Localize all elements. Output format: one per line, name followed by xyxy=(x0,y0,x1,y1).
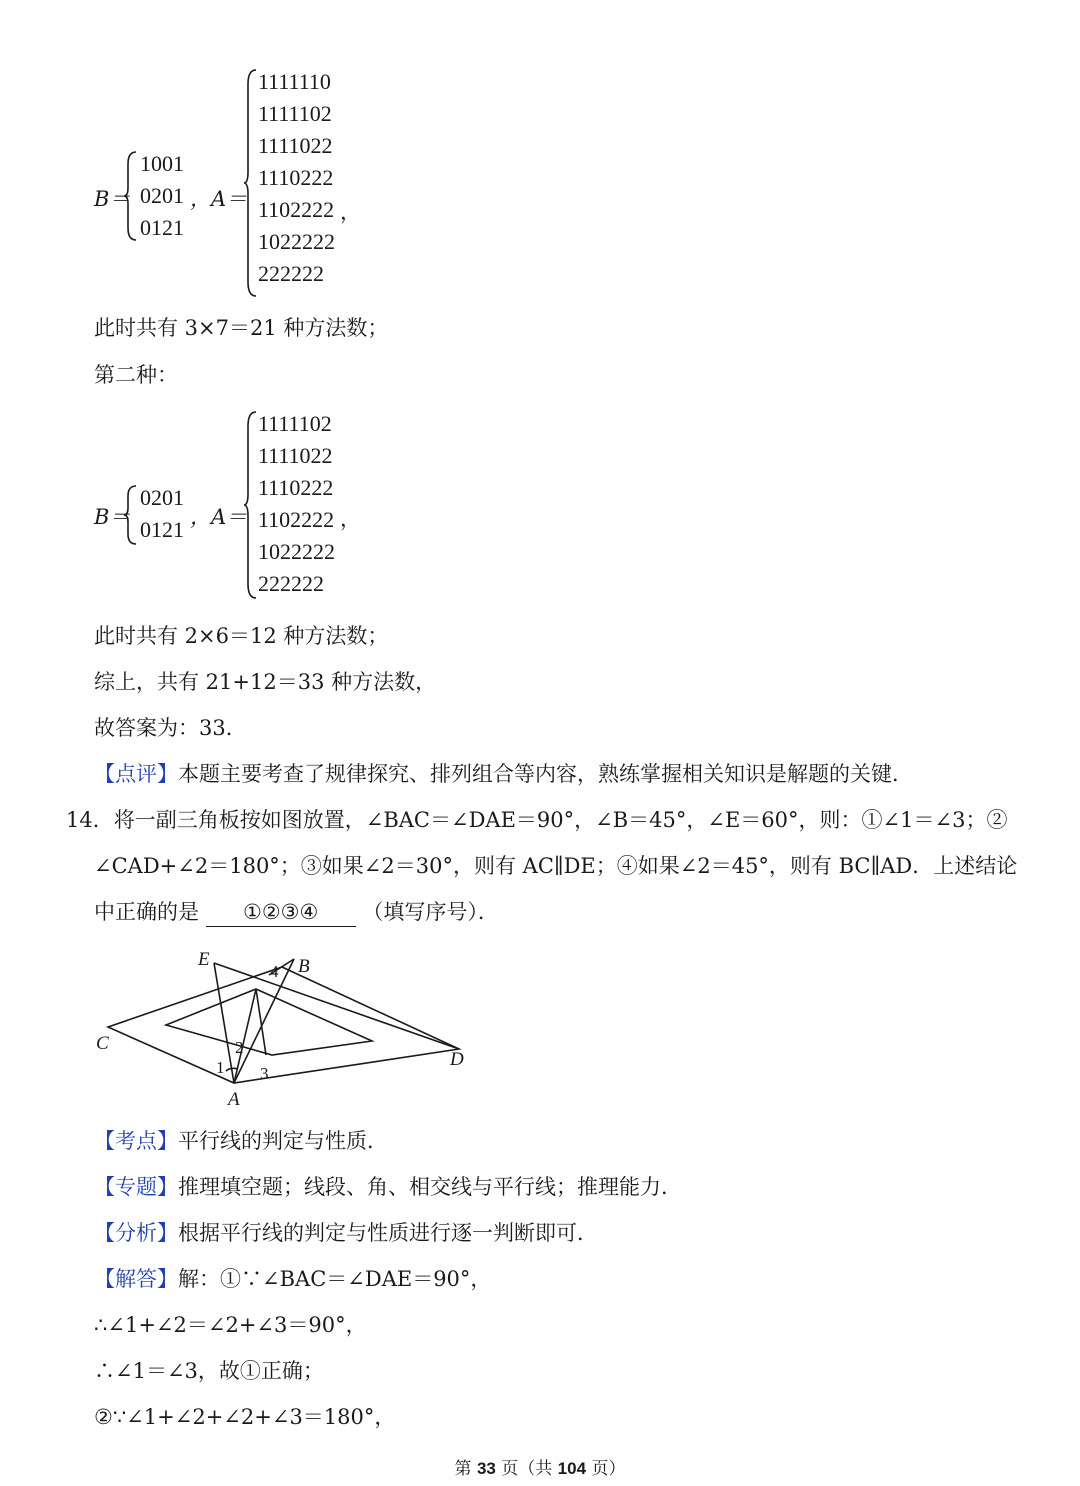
brace-a2 xyxy=(244,410,258,600)
a-value: 222222 xyxy=(258,571,324,596)
a-values-2 xyxy=(258,408,335,600)
jieda-line xyxy=(94,1265,491,1293)
label-2: 2 xyxy=(235,1038,244,1057)
footer-pre: 第 xyxy=(454,1459,477,1479)
footer-mid: 页（共 xyxy=(495,1459,558,1479)
fenxi-line xyxy=(94,1219,598,1247)
text-line-2: 第二种： xyxy=(94,363,178,387)
zhuanti-text: 推理填空题；线段、角、相交线与平行线；推理能力． xyxy=(178,1175,682,1199)
brace-b1 xyxy=(124,150,138,242)
triangle-figure xyxy=(94,945,474,1110)
page-footer xyxy=(0,1454,1080,1479)
label-d: D xyxy=(450,1049,464,1070)
zhuanti-tag: 【专题】 xyxy=(94,1175,178,1199)
q14-line-2: ∠CAD+∠2＝180°；③如果∠2＝30°，则有 AC∥DE；④如果∠2＝45°，则有 BC∥AD．上述结论 xyxy=(94,854,1018,878)
b-value: 0121 xyxy=(140,215,184,240)
label-e: E xyxy=(198,949,210,970)
a-label-1: ，A＝ xyxy=(190,187,248,211)
a-value: 1102222 xyxy=(258,197,335,222)
tail-1: ， xyxy=(340,200,361,224)
kaodian-tag: 【考点】 xyxy=(94,1129,178,1153)
jieda-text: 解：①∵∠BAC＝∠DAE＝90°， xyxy=(178,1267,492,1291)
brace-b2 xyxy=(124,484,138,546)
fenxi-text: 根据平行线的判定与性质进行逐一判断即可． xyxy=(178,1221,598,1245)
b-value: 0201 xyxy=(140,485,184,510)
a-value: 1111022 xyxy=(258,133,333,158)
footer-total-pages: 104 xyxy=(557,1459,587,1478)
q14-line-3 xyxy=(94,898,499,927)
b-value: 0201 xyxy=(140,183,184,208)
q14-prompt: 中正确的是 xyxy=(94,900,199,924)
b-label-1: B＝ xyxy=(94,187,131,211)
text-line-1: 此时共有 3×7＝21 种方法数； xyxy=(94,316,389,340)
step-2: ∴∠1＝∠3，故①正确； xyxy=(94,1359,324,1383)
a-value: 1111102 xyxy=(258,411,332,436)
b-value: 1001 xyxy=(140,151,184,176)
fenxi-tag: 【分析】 xyxy=(94,1221,178,1245)
line-inner-b xyxy=(256,989,266,1055)
text-line-4: 综上，共有 21+12＝33 种方法数， xyxy=(94,670,437,694)
kaodian-line xyxy=(94,1127,388,1155)
label-3: 3 xyxy=(260,1064,269,1083)
outer-triangle xyxy=(108,967,459,1083)
a-value: 1111110 xyxy=(258,69,331,94)
inner-triangle xyxy=(166,989,372,1055)
footer-post: 页） xyxy=(586,1459,626,1479)
step-3: ②∵∠1+∠2+∠2+∠3＝180°， xyxy=(94,1405,396,1429)
a-value: 1111102 xyxy=(258,101,332,126)
text-line-5: 故答案为：33． xyxy=(94,716,247,740)
a-value: 1102222 xyxy=(258,507,335,532)
comment-text: 本题主要考查了规律探究、排列组合等内容，熟练掌握相关知识是解题的关键． xyxy=(178,762,913,786)
label-b: B xyxy=(298,956,310,977)
b-values-2 xyxy=(140,482,184,546)
comment-tag: 【点评】 xyxy=(94,762,178,786)
a-value: 1110222 xyxy=(258,475,334,500)
label-1: 1 xyxy=(216,1058,225,1077)
step-1: ∴∠1+∠2＝∠2+∠3＝90°， xyxy=(94,1313,367,1337)
text-line-3: 此时共有 2×6＝12 种方法数； xyxy=(94,624,389,648)
a-value: 222222 xyxy=(258,261,324,286)
label-4: 4 xyxy=(270,962,279,981)
a-label-2: ，A＝ xyxy=(190,505,248,529)
kaodian-text: 平行线的判定与性质． xyxy=(178,1129,388,1153)
footer-page-number: 33 xyxy=(476,1459,496,1478)
brace-a1 xyxy=(244,68,258,298)
a-value: 1110222 xyxy=(258,165,334,190)
b-label-2: B＝ xyxy=(94,505,131,529)
q14-line-1: 14．将一副三角板按如图放置，∠BAC＝∠DAE＝90°，∠B＝45°，∠E＝60°，则：①∠1＝∠3；② xyxy=(66,808,1008,832)
q14-answer: ①②③④ xyxy=(206,898,356,927)
zhuanti-line xyxy=(94,1173,682,1201)
a-value: 1111022 xyxy=(258,443,333,468)
label-a: A xyxy=(228,1089,240,1110)
b-value: 0121 xyxy=(140,517,184,542)
a-value: 1022222 xyxy=(258,539,335,564)
label-c: C xyxy=(96,1033,109,1054)
tail-2: ， xyxy=(340,507,361,531)
line-ed xyxy=(214,963,459,1049)
a-value: 1022222 xyxy=(258,229,335,254)
a-values-1 xyxy=(258,66,335,290)
b-values-1 xyxy=(140,148,184,244)
jieda-tag: 【解答】 xyxy=(94,1267,178,1291)
comment-line xyxy=(94,760,913,788)
q14-instruction: （填写序号）． xyxy=(362,900,499,924)
